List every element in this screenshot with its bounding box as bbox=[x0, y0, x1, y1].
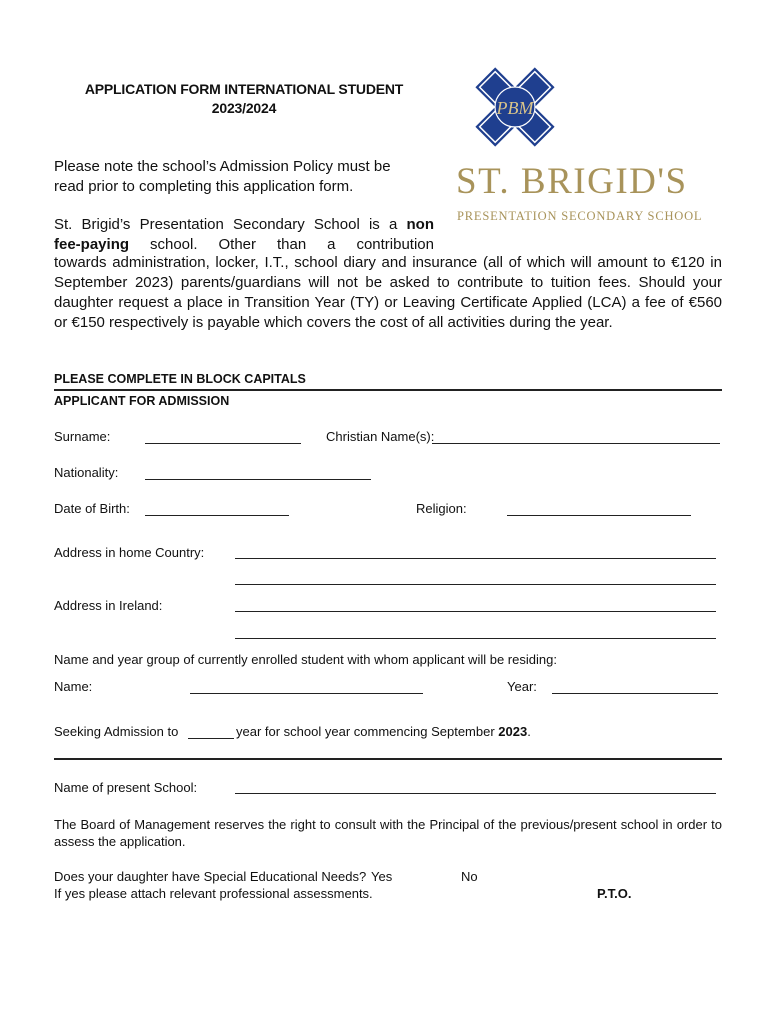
applicant-heading: APPLICANT FOR ADMISSION bbox=[54, 394, 230, 408]
title-line-2: 2023/2024 bbox=[211, 100, 277, 116]
religion-label: Religion: bbox=[416, 501, 467, 516]
address-home-label: Address in home Country: bbox=[54, 545, 205, 560]
policy-line-1: Please note the school’s Admission Policy must be bbox=[54, 158, 391, 175]
policy-note bbox=[54, 157, 434, 197]
fees-line-1-text: St. Brigid’s Presentation Secondary School is a bbox=[54, 216, 407, 233]
fees-line-2 bbox=[54, 235, 434, 255]
nationality-field[interactable] bbox=[145, 479, 371, 480]
section-divider-2 bbox=[54, 758, 722, 760]
sen-no-option[interactable]: No bbox=[461, 869, 478, 884]
address-ireland-field-2[interactable] bbox=[235, 638, 716, 639]
sibling-prompt: Name and year group of currently enrolled student with whom applicant will be residing: bbox=[54, 652, 557, 667]
sen-yes-option[interactable]: Yes bbox=[371, 869, 393, 884]
name-label: Name: bbox=[54, 679, 93, 694]
surname-label: Surname: bbox=[54, 429, 111, 444]
title-line-1: APPLICATION FORM INTERNATIONAL STUDENT bbox=[84, 81, 404, 97]
pto-label: P.T.O. bbox=[597, 886, 632, 901]
school-crest-logo bbox=[470, 62, 560, 152]
seeking-year-bold: 2023 bbox=[498, 724, 528, 739]
school-name: ST. BRIGID'S bbox=[456, 161, 688, 202]
seeking-label: Seeking Admission to bbox=[54, 724, 179, 739]
seeking-rest-text: year for school year commencing September bbox=[236, 724, 499, 739]
sen-question: Does your daughter have Special Educational Needs? bbox=[54, 869, 367, 884]
dob-label: Date of Birth: bbox=[54, 501, 130, 516]
fees-intro bbox=[54, 215, 434, 255]
address-home-field-1[interactable] bbox=[235, 558, 716, 559]
fees-non-bold: non bbox=[406, 216, 434, 233]
christian-names-field[interactable] bbox=[432, 443, 720, 444]
present-school-label: Name of present School: bbox=[54, 780, 198, 795]
seeking-rest bbox=[236, 724, 531, 739]
fees-line-1 bbox=[54, 215, 434, 235]
sibling-name-field[interactable] bbox=[190, 693, 423, 694]
dob-field[interactable] bbox=[145, 515, 289, 516]
fees-paragraph: towards administration, locker, I.T., school diary and insurance (all of which will amount to €120 in September 2023) parents/guardians will not be asked to contribute to tuition fees. Should your daughter request a place in Transition Year (TY) or Leaving Certificate Applied (LCA) a fee of €560 or €150 respectively is payable which covers the cost of all activities during the year. bbox=[54, 254, 722, 331]
address-ireland-label: Address in Ireland: bbox=[54, 598, 163, 613]
section-divider bbox=[54, 389, 722, 391]
block-capitals-heading: PLEASE COMPLETE IN BLOCK CAPITALS bbox=[54, 372, 306, 386]
fees-paying-bold: fee-paying bbox=[54, 236, 130, 253]
address-ireland-field-1[interactable] bbox=[235, 611, 716, 612]
sibling-year-field[interactable] bbox=[552, 693, 718, 694]
policy-line-2: read prior to completing this application form. bbox=[54, 178, 354, 195]
seeking-year-field[interactable] bbox=[188, 738, 234, 739]
crest-monogram: PBM bbox=[496, 98, 534, 118]
address-home-field-2[interactable] bbox=[235, 584, 716, 585]
fees-line-2-text: school. Other than a contribution bbox=[129, 236, 434, 253]
religion-field[interactable] bbox=[507, 515, 691, 516]
nationality-label: Nationality: bbox=[54, 465, 119, 480]
school-subtitle: PRESENTATION SECONDARY SCHOOL bbox=[457, 209, 703, 223]
year-label: Year: bbox=[507, 679, 537, 694]
board-note: The Board of Management reserves the right to consult with the Principal of the previous/present school in order to assess the application. bbox=[54, 817, 722, 849]
seeking-end: . bbox=[527, 724, 531, 739]
christian-names-label: Christian Name(s): bbox=[326, 429, 435, 444]
present-school-field[interactable] bbox=[235, 793, 716, 794]
surname-field[interactable] bbox=[145, 443, 301, 444]
form-title bbox=[54, 80, 434, 118]
sen-attach-note: If yes please attach relevant professional assessments. bbox=[54, 886, 373, 901]
